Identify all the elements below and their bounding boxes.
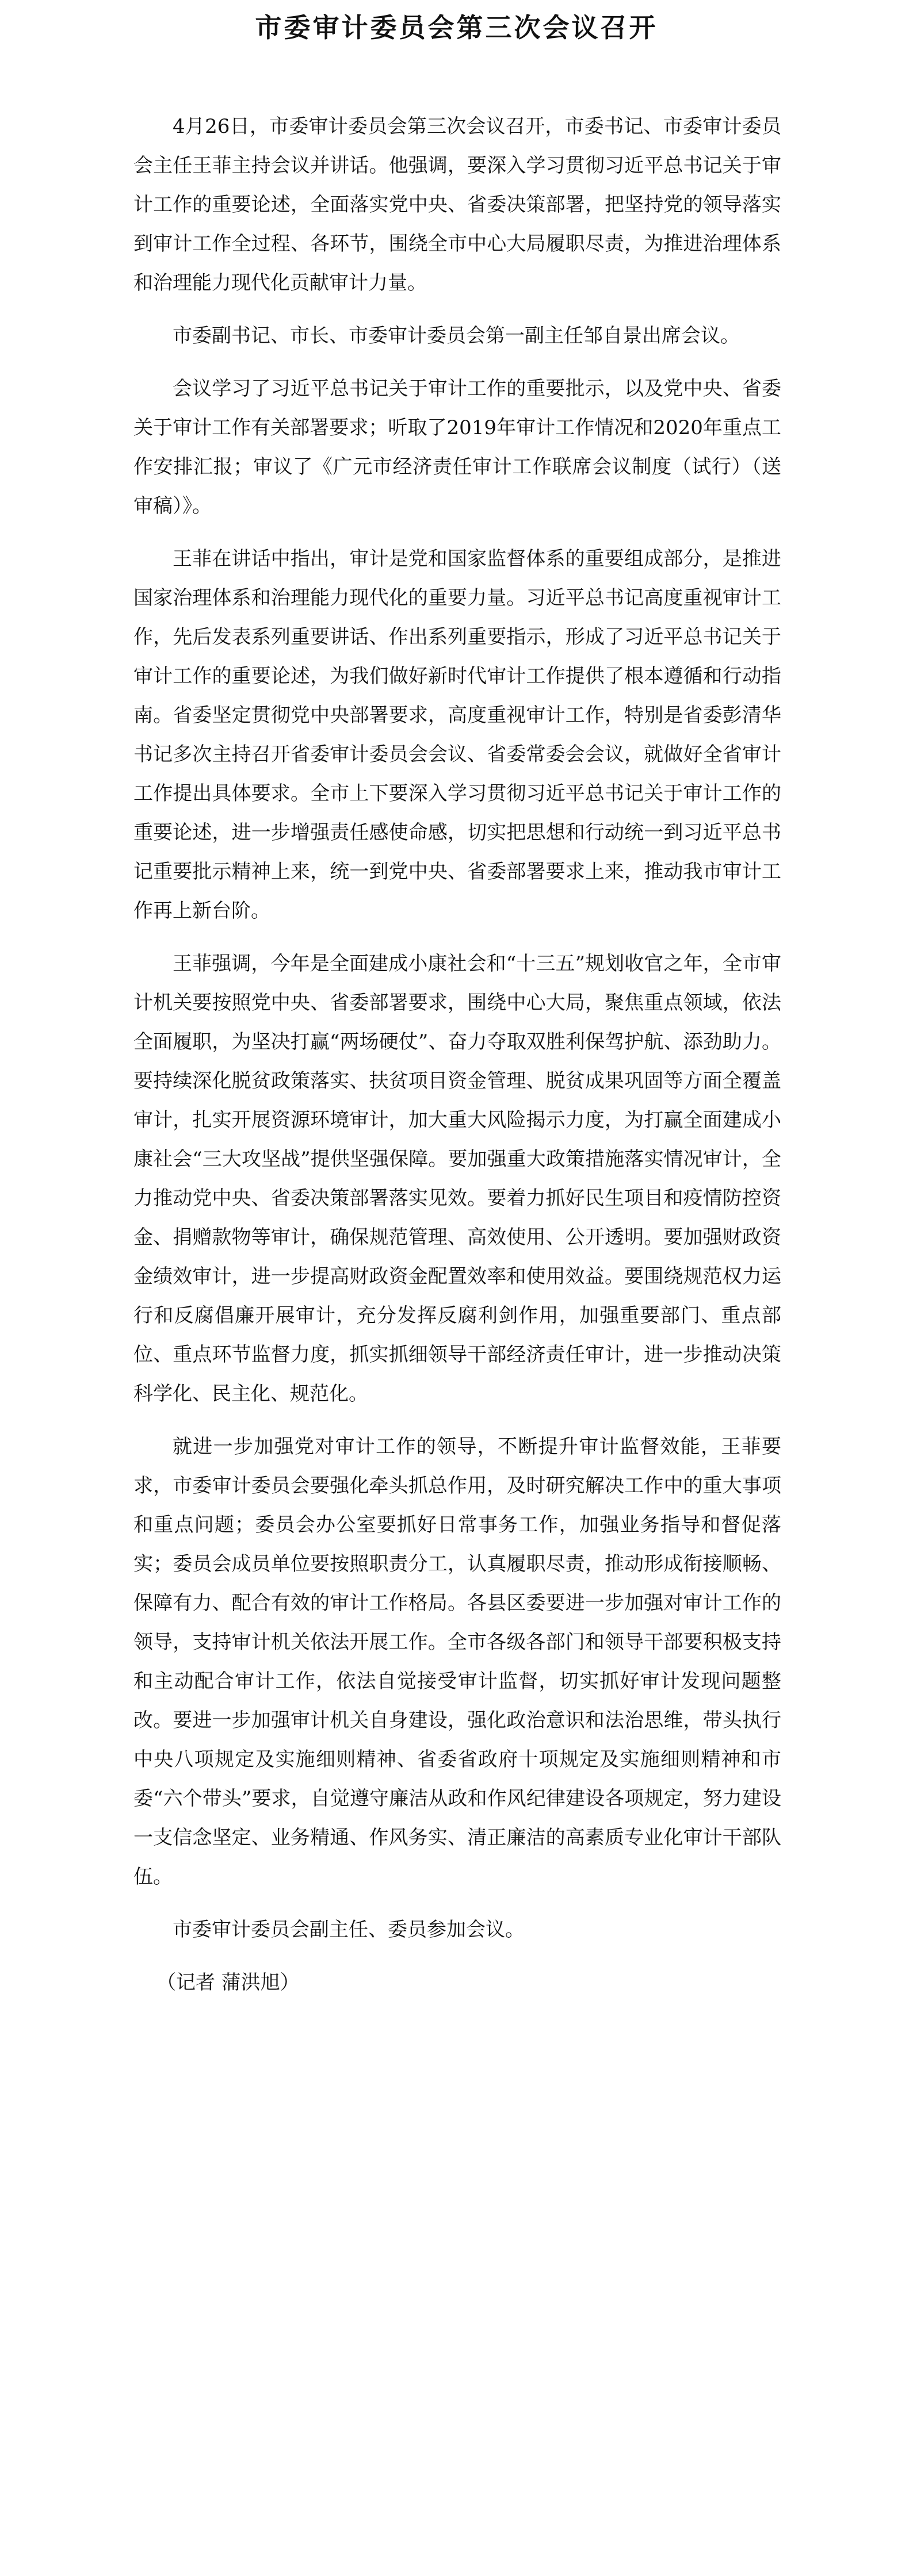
article-paragraph: 市委审计委员会副主任、委员参加会议。 [173,1918,525,1941]
article-paragraph: 就进一步加强党对审计工作的领导，不断提升审计监督效能，王菲要求，市委审计委员会要强化牵头抓总作用，及时研究解决工作中的重大事项和重点问题；委员会办公室要抓好日常事务工作，加强业务指导和督促落实；委员会成员单位要按照职责分工，认真履职尽责，推动形成衔接顺畅、保障有力、配合有效的审计工作格局。各县区委要进一步加强对审计工作的领导，支持审计机关依法开展工作。全市各级各部门和领导干部要积极支持和主动配合审计工作，依法自觉接受审计监督，切实抓好审计发现问题整改。要进一步加强审计机关自身建设，强化政治意识和法治思维，带头执行中央八项规定及实施细则精神、省委省政府十项规定及实施细则精神和市委“六个带头”要求，自觉遵守廉洁从政和作风纪律建设各项规定，努力建设一支信念坚定、业务精通、作风务实、清正廉洁的高素质专业化审计干部队伍。 [133,1435,781,1888]
article-paragraph: 市委副书记、市长、市委审计委员会第一副主任邹自景出席会议。 [173,324,740,347]
article-byline: （记者 蒲洪旭） [156,1971,300,1994]
article-paragraph: 会议学习了习近平总书记关于审计工作的重要批示，以及党中央、省委关于审计工作有关部署要求；听取了2019年审计工作情况和2020年重点工作安排汇报；审议了《广元市经济责任审计工作联席会议制度（试行）（送审稿）》。 [133,377,781,518]
article-paragraph: 王菲强调，今年是全面建成小康社会和“十三五”规划收官之年，全市审计机关要按照党中央、省委部署要求，围绕中心大局，聚焦重点领域，依法全面履职，为坚决打赢“两场硬仗”、奋力夺取双胜利保驾护航、添劲助力。要持续深化脱贫政策落实、扶贫项目资金管理、脱贫成果巩固等方面全覆盖审计，扎实开展资源环境审计，加大重大风险揭示力度，为打赢全面建成小康社会“三大攻坚战”提供坚强保障。要加强重大政策措施落实情况审计，全力推动党中央、省委决策部署落实见效。要着力抓好民生项目和疫情防控资金、捐赠款物等审计，确保规范管理、高效使用、公开透明。要加强财政资金绩效审计，进一步提高财政资金配置效率和使用效益。要围绕规范权力运行和反腐倡廉开展审计，充分发挥反腐利剑作用，加强重要部门、重点部位、重点环节监督力度，抓实抓细领导干部经济责任审计，进一步推动决策科学化、民主化、规范化。 [133,952,781,1405]
article-body [133,107,781,2002]
article-paragraph: 王菲在讲话中指出，审计是党和国家监督体系的重要组成部分，是推进国家治理体系和治理能力现代化的重要力量。习近平总书记高度重视审计工作，先后发表系列重要讲话、作出系列重要指示，形成了习近平总书记关于审计工作的重要论述，为我们做好新时代审计工作提供了根本遵循和行动指南。省委坚定贯彻党中央部署要求，高度重视审计工作，特别是省委彭清华书记多次主持召开省委审计委员会会议、省委常委会会议，就做好全省审计工作提出具体要求。全市上下要深入学习贯彻习近平总书记关于审计工作的重要论述，进一步增强责任感使命感，切实把思想和行动统一到习近平总书记重要批示精神上来，统一到党中央、省委部署要求上来，推动我市审计工作再上新台阶。 [133,547,781,922]
article-paragraph: 4月26日，市委审计委员会第三次会议召开，市委书记、市委审计委员会主任王菲主持会议并讲话。他强调，要深入学习贯彻习近平总书记关于审计工作的重要论述，全面落实党中央、省委决策部署，把坚持党的领导落实到审计工作全过程、各环节，围绕全市中心大局履职尽责，为推进治理体系和治理能力现代化贡献审计力量。 [133,115,781,294]
article-title: 市委审计委员会第三次会议召开 [255,12,658,43]
